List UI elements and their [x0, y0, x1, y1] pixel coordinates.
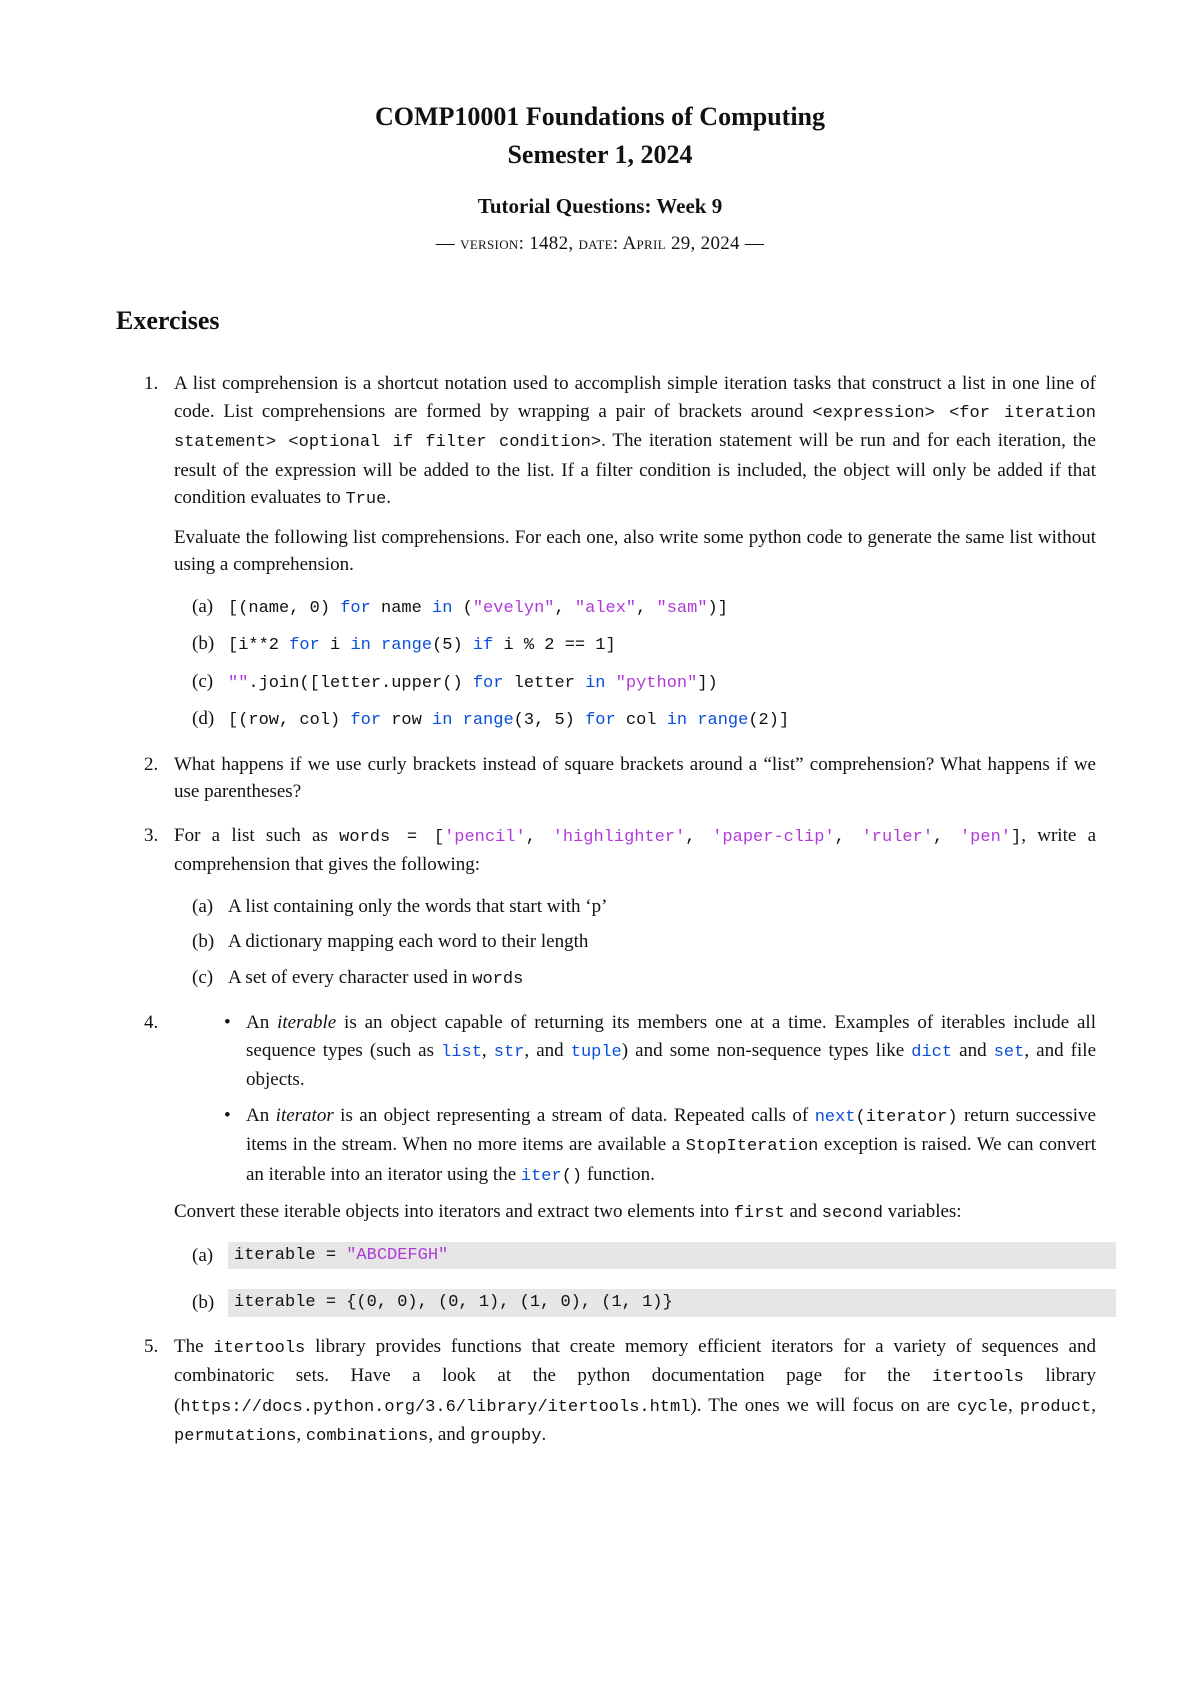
semester-title: Semester 1, 2024 [507, 140, 693, 169]
part-d: (d) [(row, col) for row in range(3, 5) for col in range(2)] [192, 708, 790, 730]
question-number: 2. [144, 753, 159, 775]
question-1 [144, 370, 1096, 735]
question-number: 1. [144, 373, 159, 394]
question-number: 3. [144, 824, 159, 846]
part-a: (a) iterable = "ABCDEFGH" [192, 1242, 1096, 1270]
version-line: — version: 1482, date: April 29, 2024 — [435, 233, 765, 254]
question-number: 4. [144, 1012, 159, 1033]
section-heading: Exercises [116, 306, 220, 335]
question-1-paragraph: A list comprehension is a shortcut notation used to accomplish simple iteration tasks that construct a list in one line of code. List comprehensions are formed by wrapping a pair of brackets around <expression> <for iteration statement> <optional if filter condition>. The iteration statement will be run and for each iteration, the result of the expression will be added to the list. If a filter condition is included, the object will only be added if that condition evaluates to True. [174, 373, 1096, 509]
code-block-a: iterable = "ABCDEFGH" [228, 1242, 1116, 1270]
part-c: (c) "".join([letter.upper() for letter in "python"]) [192, 670, 718, 693]
bullet-iterable: • An iterable is an object capable of returning its members one at a time. Examples of iterables include all sequence types (such as list, str, and tuple) and some non-sequence types like dict and set, and file objects. [224, 1012, 1097, 1090]
part-b: (b) iterable = {(0, 0), (0, 1), (1, 0), (1, 1)} [192, 1289, 1096, 1317]
bullet-iterator: • An iterator is an object representing a stream of data. Repeated calls of next(iterator) return successive items in the stream. When no more items are available a StopIteration exception is raised. We can convert an iterable into an iterator using the iter() function. [224, 1104, 1096, 1186]
tutorial-subtitle: Tutorial Questions: Week 9 [477, 194, 723, 218]
question-5 [144, 1333, 1096, 1451]
documentation-link[interactable]: https://docs.python.org/3.6/library/itertools.html [180, 1397, 691, 1417]
question-2 [144, 751, 1096, 806]
question-4-instructions: Convert these iterable objects into iterators and extract two elements into first and second variables: [174, 1201, 962, 1223]
question-3-parts [192, 893, 1096, 994]
question-number: 5. [144, 1335, 159, 1357]
question-4 [144, 1009, 1096, 1317]
question-2-text: What happens if we use curly brackets instead of square brackets around a “list” comprehension? What happens if we use parentheses? [174, 753, 1096, 802]
question-3-text: For a list such as words = ['pencil', 'highlighter', 'paper-clip', 'ruler', 'pen'], write a comprehension that gives the following: [174, 824, 1097, 875]
exercise-list [144, 370, 1096, 1467]
code-block-b: iterable = {(0, 0), (0, 1), (1, 0), (1, 1)} [228, 1289, 1116, 1317]
part-a: (a) [(name, 0) for name in ("evelyn", "alex", "sam")] [192, 595, 728, 618]
question-5-text: The itertools library provides functions that create memory efficient iterators for a variety of sequences and combinatoric sets. Have a look at the python documentation page for the itertools library (https://docs.python.org/3.6/library/itertools.html). The ones we will focus on are cycle, product, permutations, combinations, and groupby. [174, 1335, 1097, 1446]
question-1-instructions: Evaluate the following list comprehensions. For each one, also write some python code to generate the same list without using a comprehension. [174, 526, 1096, 575]
part-b: (b) [i**2 for i in range(5) if i % 2 == 1] [192, 633, 616, 655]
question-1-parts [192, 593, 1096, 735]
part-b: (b) A dictionary mapping each word to their length [192, 931, 589, 952]
definition-bullets [224, 1009, 1096, 1190]
part-a: (a) A list containing only the words that start with ‘p’ [192, 895, 608, 917]
course-title: COMP10001 Foundations of Computing [375, 102, 825, 131]
part-c: (c) A set of every character used in words [192, 966, 524, 989]
question-3 [144, 822, 1096, 994]
question-4-parts [192, 1242, 1096, 1317]
document-header [0, 98, 1200, 255]
